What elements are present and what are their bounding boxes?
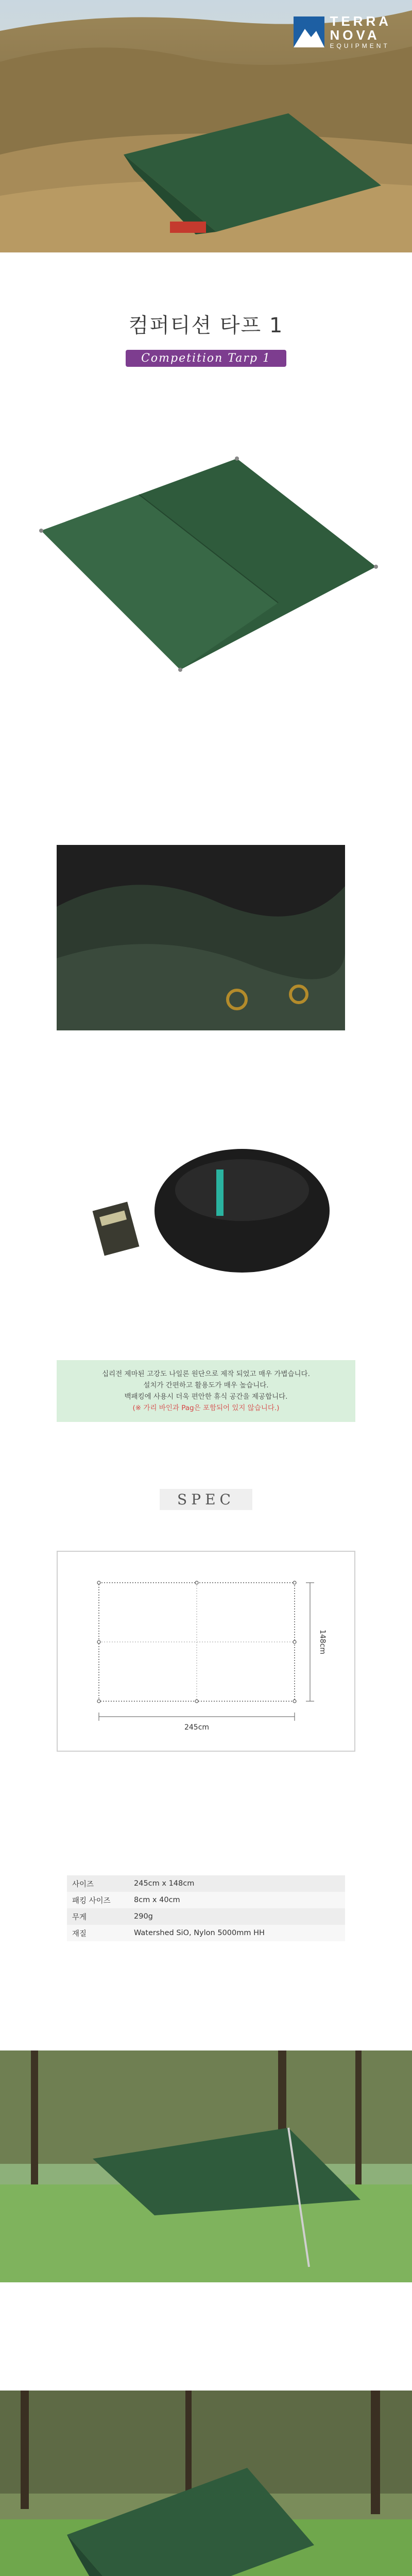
product-title: 컴퍼티션 타프 1: [128, 314, 284, 337]
stuff-sack-image: [0, 1128, 412, 1298]
tarp-detail-image: [0, 845, 412, 1030]
spec-table: [67, 1875, 345, 1941]
table-row: [67, 1892, 345, 1908]
logo-word-nova: NOVA: [330, 27, 380, 43]
tarp-dimension-diagram: [57, 1551, 355, 1752]
product-subtitle-badge: Competition Tarp 1: [126, 350, 286, 367]
tarp-flat-image: [0, 422, 412, 690]
notice-warning: (※ 가리 바인과 Pag은 포함되어 있지 않습니다.): [132, 1404, 280, 1412]
diagram-height-label: 148cm: [318, 1629, 327, 1655]
tarp-forest-photo-1: [0, 2050, 412, 2282]
notice-line: 십리전 제마된 고강도 나일론 원단으로 제작 되었고 매우 가볍습니다.: [102, 1370, 310, 1378]
table-row: [67, 1925, 345, 1941]
table-row: [67, 1908, 345, 1925]
spec-value: Watershed SiO, Nylon 5000mm HH: [129, 1925, 345, 1941]
tarp-forest-photo-2: [0, 2391, 412, 2576]
spec-key: 재질: [67, 1925, 129, 1941]
spec-value: 8cm x 40cm: [129, 1892, 345, 1908]
terra-nova-logo: [294, 14, 391, 49]
spec-key: 패킹 사이즈: [67, 1892, 129, 1908]
logo-word-equipment: EQUIPMENT: [330, 42, 390, 49]
spec-key: 사이즈: [67, 1875, 129, 1892]
hero-image: [0, 0, 412, 252]
mountain-icon: [294, 16, 324, 47]
spec-header: [0, 1489, 412, 1510]
notice-line: 설치가 간편하고 활용도가 매우 높습니다.: [143, 1381, 269, 1389]
spec-value: 245cm x 148cm: [129, 1875, 345, 1892]
spec-key: 무게: [67, 1908, 129, 1925]
table-row: [67, 1875, 345, 1892]
logo-word-terra: TERRA: [330, 13, 391, 29]
product-heading: [0, 309, 412, 367]
notice-line: 백패킹에 사용시 더욱 편안한 휴식 공간을 제공합니다.: [124, 1393, 288, 1401]
spec-value: 290g: [129, 1908, 345, 1925]
diagram-width-label: 245cm: [184, 1723, 210, 1732]
spec-label: SPEC: [160, 1489, 252, 1510]
product-notice: [57, 1360, 355, 1422]
